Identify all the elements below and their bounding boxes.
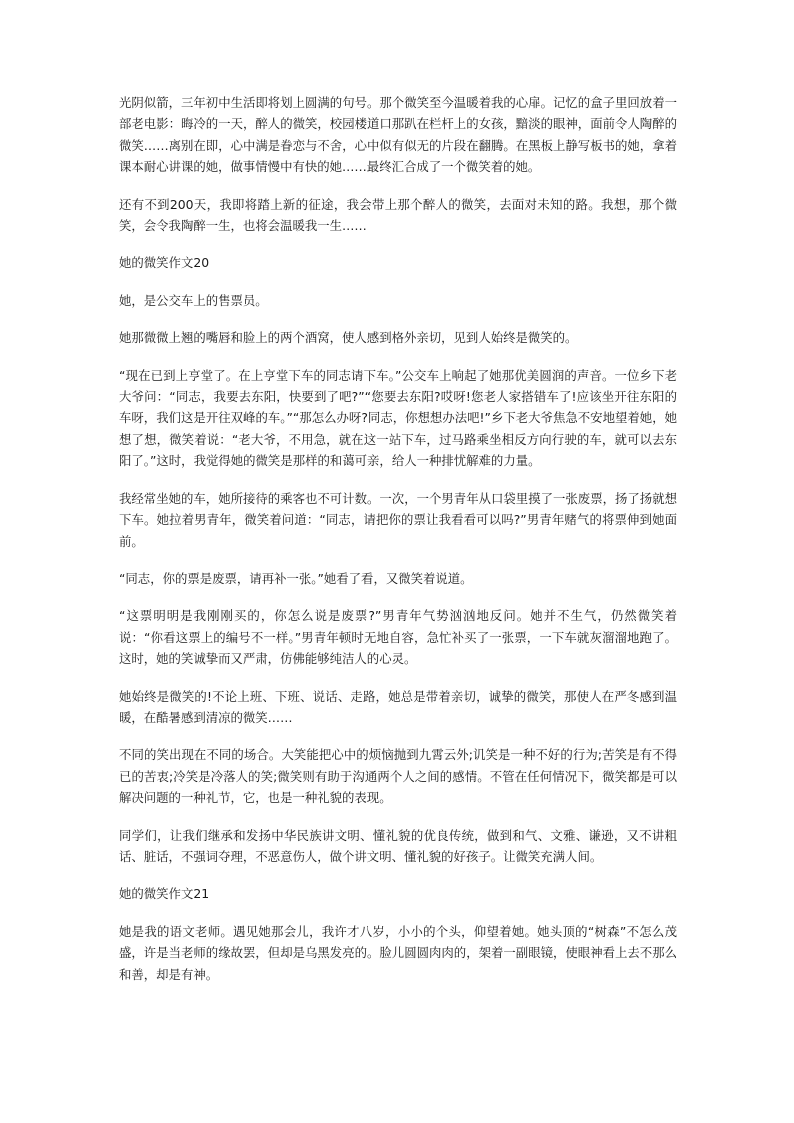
paragraph-conductor: 她，是公交车上的售票员。 [119,292,268,308]
paragraph-argument: “这票明明是我刚刚买的，你怎么说是废票?”男青年气势汹汹地反问。她并不生气，仍然微笑着说：“你看这票上的编号不一样。”男青年顿时无地自容，急忙补买了一张票，一下车就灰溜溜地跑了。这时，她的笑诚挚而又严肃，仿佛能够纯洁人的心灵。 [119,608,677,667]
paragraph-kinds-of-smiles: 不同的笑出现在不同的场合。大笑能把心中的烦恼抛到九霄云外;讥笑是一种不好的行为;苦笑是有不得已的苦衷;冷笑是冷落人的笑;微笑则有助于沟通两个人之间的感情。不管在任何情况下，微笑都是可以解决问题的一种礼节，它，也是一种礼貌的表现。 [119,747,677,806]
paragraph-old-man: “现在已到上亨堂了。在上亨堂下车的同志请下车。”公交车上响起了她那优美圆润的声音。一位乡下老大爷问：“同志，我要去东阳，快要到了吧?”“您要去东阳?哎呀!您老人家搭错车了!应该坐开往东阳的车呀，我们这是开往双峰的车。”“那怎么办呀?同志，你想想办法吧!”乡下老大爷焦急不安地望着她，她想了想，微笑着说：“老大爷，不用急，就在这一站下车，过马路乘坐相反方向行驶的车，就可以去东阳了。”这时，我觉得她的微笑是那样的和蔼可亲，给人一种排忧解难的力量。 [119,367,677,469]
essay-heading-21: 她的微笑作文21 [119,886,210,902]
paragraph-classmates: 同学们，让我们继承和发扬中华民族讲文明、懂礼貌的优良传统，做到和气、文雅、谦逊，又不讲粗话、脏话，不强词夺理，不恶意伤人，做个讲文明、懂礼貌的好孩子。让微笑充满人间。 [119,827,677,864]
document-page [119,92,677,1001]
essay-heading-20: 她的微笑作文20 [119,255,210,271]
paragraph-recollection: 光阴似箭，三年初中生活即将划上圆满的句号。那个微笑至今温暖着我的心扉。记忆的盒子里回放着一部老电影：晦冷的一天，醉人的微笑，校园楼道口那趴在栏杆上的女孩，黯淡的眼神，面前令人陶醉的微笑……离别在即，心中满是眷恋与不舍，心中似有似无的片段在翻腾。在黑板上静写板书的她，拿着课本耐心讲课的她，做事情慢中有快的她……最终汇合成了一个微笑着的她。 [119,95,677,175]
paragraph-always-smiling: 她始终是微笑的!不论上班、下班、说话、走路，她总是带着亲切，诚挚的微笑，那使人在严冬感到温暖，在酷暑感到清凉的微笑…… [119,688,677,725]
paragraph-200-days: 还有不到200天，我即将踏上新的征途，我会带上那个醉人的微笑，去面对未知的路。我想，那个微笑，会令我陶醉一生，也将会温暖我一生…… [119,196,677,234]
paragraph-teacher: 她是我的语文老师。遇见她那会儿，我许才八岁，小小的个头，仰望着她。她头顶的“树森”不怎么茂盛，许是当老师的缘故罢，但却是乌黑发亮的。脸儿圆圆肉肉的，架着一副眼镜，使眼神看上去不那么和善，却是有神。 [119,923,677,982]
paragraph-young-man: 我经常坐她的车，她所接待的乘客也不可计数。一次，一个男青年从口袋里摸了一张废票，扬了扬就想下车。她拉着男青年，微笑着问道：“同志，请把你的票让我看看可以吗?”男青年赌气的将票伸到她面前。 [119,490,677,549]
paragraph-void-ticket: “同志，你的票是废票，请再补一张。”她看了看，又微笑着说道。 [119,570,473,586]
paragraph-dimples: 她那微微上翘的嘴唇和脸上的两个酒窝，使人感到格外亲切，见到人始终是微笑的。 [119,330,578,346]
